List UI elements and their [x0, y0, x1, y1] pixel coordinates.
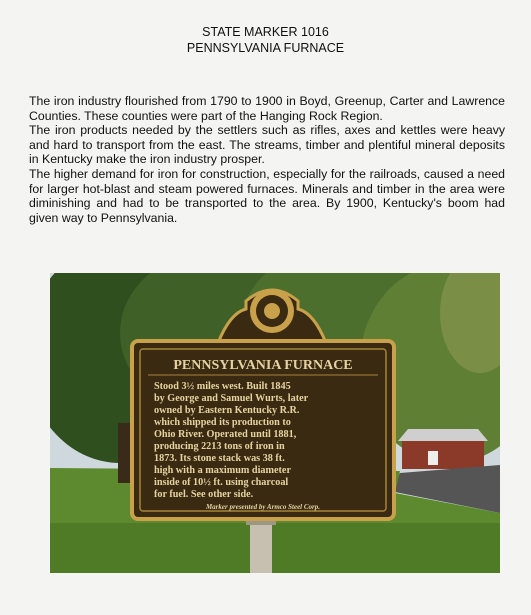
house-roof	[398, 429, 488, 441]
paragraph-3: The higher demand for iron for construction, especially for the railroads, caused a need for larger hot-blast and steam powered furnaces. Minerals and timber in the area were diminishing and had to be transported to the area. By 1900, Kentucky's boom had given way to Pennsylvania.	[29, 166, 505, 225]
marker-name-title: PENNSYLVANIA FURNACE	[186, 41, 345, 55]
plaque-line: producing 2213 tons of iron in	[154, 441, 285, 452]
history-text	[29, 94, 505, 225]
house-door	[428, 451, 438, 465]
marker-photo-scene	[50, 273, 500, 573]
plaque-line: which shipped its production to	[154, 417, 291, 428]
plaque-title: PENNSYLVANIA FURNACE	[173, 358, 353, 373]
house-wall	[402, 441, 484, 469]
marker-number-title: STATE MARKER 1016	[202, 25, 329, 39]
plaque-line: 1873. Its stone stack was 38 ft.	[154, 453, 285, 464]
plaque-line: Ohio River. Operated until 1881,	[154, 429, 297, 440]
plaque-line: for fuel. See other side.	[154, 489, 254, 500]
plaque-line: owned by Eastern Kentucky R.R.	[154, 405, 300, 416]
plaque-line: inside of 10½ ft. using charcoal	[154, 477, 289, 488]
grass-foreground	[50, 523, 500, 573]
plaque-line: Stood 3½ miles west. Built 1845	[154, 381, 291, 392]
paragraph-1: The iron industry flourished from 1790 to 1900 in Boyd, Greenup, Carter and Lawrence Counties. These counties were part of the Hanging Rock Region.	[29, 94, 505, 123]
plaque-footer: Marker presented by Armco Steel Corp.	[205, 503, 321, 511]
plaque-line: high with a maximum diameter	[154, 465, 291, 476]
paragraph-2: The iron products needed by the settlers such as rifles, axes and kettles were heavy and hard to transport from the east. The streams, timber and plentiful mineral deposits in Kentucky make the iron industry prosper.	[29, 123, 505, 167]
page-header	[0, 24, 531, 56]
tree-trunk	[118, 423, 130, 483]
plaque-line: by George and Samuel Wurts, later	[154, 393, 309, 404]
marker-photo	[50, 273, 500, 573]
